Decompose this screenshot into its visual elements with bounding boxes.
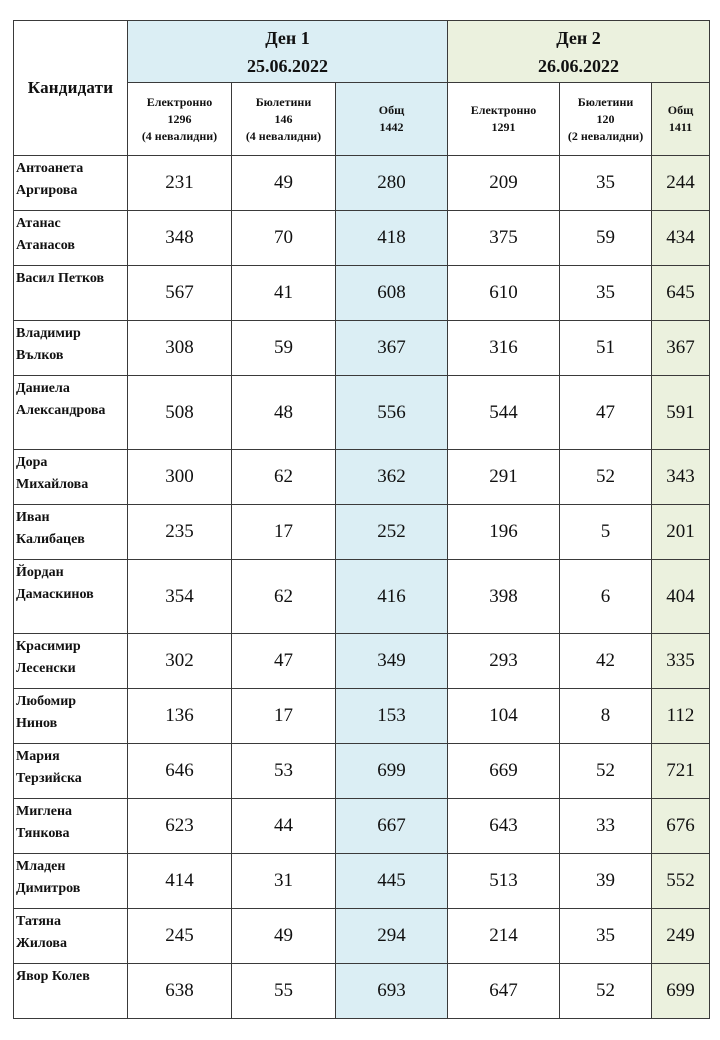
day1-ballots-cell: 47	[232, 634, 336, 689]
day1-ballots-cell: 70	[232, 211, 336, 266]
day2-total-cell: 721	[652, 744, 710, 799]
table-row	[14, 909, 710, 964]
day1-total-cell: 252	[336, 505, 448, 560]
day1-electronic-cell: 508	[128, 376, 232, 450]
day2-total-cell: 434	[652, 211, 710, 266]
day1-electronic-cell: 354	[128, 560, 232, 634]
day2-header	[448, 21, 710, 83]
table-row	[14, 211, 710, 266]
candidate-name: Младен Димитров	[14, 854, 128, 909]
day1-electronic-cell: 245	[128, 909, 232, 964]
day2-electronic-cell: 104	[448, 689, 560, 744]
candidate-name: Любомир Нинов	[14, 689, 128, 744]
table-row	[14, 634, 710, 689]
day1-ballots-cell: 55	[232, 964, 336, 1019]
day1-total-cell: 280	[336, 156, 448, 211]
day1-electronic-cell: 623	[128, 799, 232, 854]
day2-total-cell: 343	[652, 450, 710, 505]
day2-electronic-cell: 196	[448, 505, 560, 560]
day1-total-cell: 362	[336, 450, 448, 505]
day1-total-cell: 349	[336, 634, 448, 689]
day2-ballots-cell: 52	[560, 964, 652, 1019]
day1-electronic-cell: 646	[128, 744, 232, 799]
table-row	[14, 799, 710, 854]
day1-ballots-cell: 17	[232, 505, 336, 560]
table-row	[14, 450, 710, 505]
table-row	[14, 560, 710, 634]
day2-ballots-cell: 33	[560, 799, 652, 854]
day2-total-cell: 201	[652, 505, 710, 560]
candidate-name: Татяна Жилова	[14, 909, 128, 964]
day2-ballots-cell: 52	[560, 744, 652, 799]
day1-ballots-cell: 62	[232, 560, 336, 634]
day2-total-cell: 249	[652, 909, 710, 964]
day2-total-header: Общ 1411	[652, 83, 710, 156]
day1-ballots-cell: 44	[232, 799, 336, 854]
day2-total-cell: 244	[652, 156, 710, 211]
day2-ballots-cell: 52	[560, 450, 652, 505]
day1-electronic-cell: 308	[128, 321, 232, 376]
day1-electronic-cell: 567	[128, 266, 232, 321]
table-row	[14, 321, 710, 376]
results-table	[13, 20, 710, 1019]
day2-total-cell: 645	[652, 266, 710, 321]
day1-ballots-cell: 53	[232, 744, 336, 799]
day2-electronic-cell: 316	[448, 321, 560, 376]
day2-electronic-cell: 209	[448, 156, 560, 211]
day1-total-cell: 699	[336, 744, 448, 799]
day1-ballots-cell: 17	[232, 689, 336, 744]
day2-title: Ден 2	[556, 27, 601, 48]
day2-electronic-cell: 669	[448, 744, 560, 799]
day1-total-cell: 445	[336, 854, 448, 909]
candidate-name: Антоанета Аргирова	[14, 156, 128, 211]
table-row	[14, 266, 710, 321]
day2-ballots-cell: 8	[560, 689, 652, 744]
day1-electronic-cell: 231	[128, 156, 232, 211]
day1-title: Ден 1	[265, 27, 310, 48]
day1-electronic-header: Електронно 1296 (4 невалидни)	[128, 83, 232, 156]
day2-date: 26.06.2022	[538, 55, 620, 76]
day2-ballots-cell: 35	[560, 156, 652, 211]
day2-total-cell: 591	[652, 376, 710, 450]
table-row	[14, 156, 710, 211]
day1-total-cell: 294	[336, 909, 448, 964]
candidate-name: Владимир Вълков	[14, 321, 128, 376]
candidate-name: Иван Калибацев	[14, 505, 128, 560]
day2-electronic-cell: 610	[448, 266, 560, 321]
day1-electronic-cell: 136	[128, 689, 232, 744]
table-row	[14, 744, 710, 799]
day2-electronic-cell: 375	[448, 211, 560, 266]
day2-total-cell: 699	[652, 964, 710, 1019]
day1-electronic-cell: 235	[128, 505, 232, 560]
day1-total-cell: 667	[336, 799, 448, 854]
day1-ballots-cell: 49	[232, 156, 336, 211]
candidate-name: Йордан Дамаскинов	[14, 560, 128, 634]
day2-total-cell: 367	[652, 321, 710, 376]
table-row	[14, 376, 710, 450]
day2-electronic-cell: 513	[448, 854, 560, 909]
day2-ballots-cell: 35	[560, 266, 652, 321]
table-row	[14, 689, 710, 744]
day1-ballots-cell: 41	[232, 266, 336, 321]
candidate-name: Миглена Тянкова	[14, 799, 128, 854]
day2-electronic-cell: 214	[448, 909, 560, 964]
day1-ballots-header: Бюлетини 146 (4 невалидни)	[232, 83, 336, 156]
day2-total-cell: 552	[652, 854, 710, 909]
candidate-name: Даниела Александрова	[14, 376, 128, 450]
day2-total-cell: 335	[652, 634, 710, 689]
day1-electronic-cell: 302	[128, 634, 232, 689]
day1-ballots-cell: 31	[232, 854, 336, 909]
day2-electronic-cell: 647	[448, 964, 560, 1019]
day1-ballots-cell: 62	[232, 450, 336, 505]
results-body	[14, 156, 710, 1019]
day1-electronic-cell: 300	[128, 450, 232, 505]
day1-total-cell: 416	[336, 560, 448, 634]
day1-total-cell: 556	[336, 376, 448, 450]
day2-ballots-cell: 42	[560, 634, 652, 689]
candidate-name: Мария Терзийска	[14, 744, 128, 799]
candidates-header: Кандидати	[14, 21, 128, 156]
day2-ballots-cell: 5	[560, 505, 652, 560]
candidate-name: Атанас Атанасов	[14, 211, 128, 266]
day2-ballots-cell: 47	[560, 376, 652, 450]
candidate-name: Дора Михайлова	[14, 450, 128, 505]
day1-electronic-cell: 414	[128, 854, 232, 909]
day2-ballots-cell: 39	[560, 854, 652, 909]
day2-total-cell: 676	[652, 799, 710, 854]
table-row	[14, 505, 710, 560]
day1-total-cell: 418	[336, 211, 448, 266]
day2-electronic-cell: 544	[448, 376, 560, 450]
day1-ballots-cell: 59	[232, 321, 336, 376]
day2-ballots-header: Бюлетини 120 (2 невалидни)	[560, 83, 652, 156]
day2-ballots-cell: 51	[560, 321, 652, 376]
day2-total-cell: 112	[652, 689, 710, 744]
day1-header	[128, 21, 448, 83]
day1-total-cell: 153	[336, 689, 448, 744]
day2-electronic-cell: 293	[448, 634, 560, 689]
table-row	[14, 964, 710, 1019]
table-row	[14, 854, 710, 909]
day2-ballots-cell: 35	[560, 909, 652, 964]
candidate-name: Васил Петков	[14, 266, 128, 321]
day1-ballots-cell: 48	[232, 376, 336, 450]
day1-date: 25.06.2022	[247, 55, 328, 76]
day2-electronic-cell: 398	[448, 560, 560, 634]
day2-electronic-header: Електронно 1291	[448, 83, 560, 156]
day2-electronic-cell: 291	[448, 450, 560, 505]
day1-total-cell: 367	[336, 321, 448, 376]
day1-ballots-cell: 49	[232, 909, 336, 964]
day1-total-cell: 608	[336, 266, 448, 321]
day1-electronic-cell: 348	[128, 211, 232, 266]
candidate-name: Явор Колев	[14, 964, 128, 1019]
candidate-name: Красимир Лесенски	[14, 634, 128, 689]
day2-ballots-cell: 59	[560, 211, 652, 266]
day2-total-cell: 404	[652, 560, 710, 634]
day1-total-header: Общ 1442	[336, 83, 448, 156]
day2-ballots-cell: 6	[560, 560, 652, 634]
day1-electronic-cell: 638	[128, 964, 232, 1019]
day1-total-cell: 693	[336, 964, 448, 1019]
day2-electronic-cell: 643	[448, 799, 560, 854]
